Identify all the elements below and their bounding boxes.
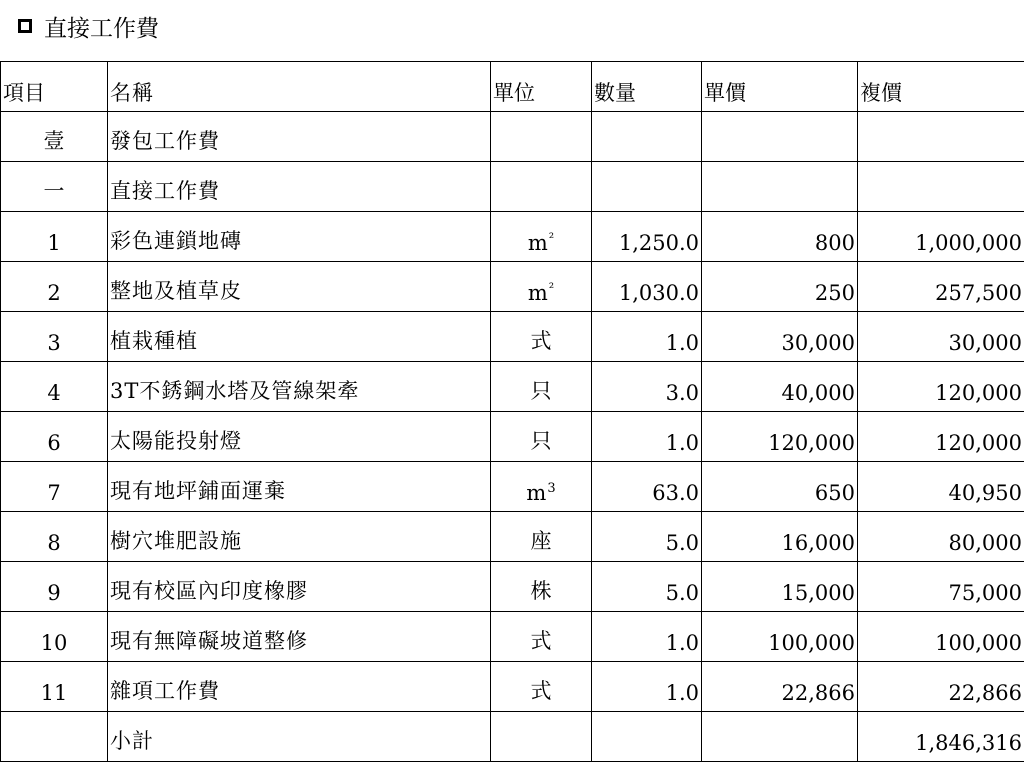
cell-quantity bbox=[592, 712, 702, 762]
cell-item: 7 bbox=[1, 462, 108, 512]
cell-total-price: 257,500 bbox=[858, 262, 1024, 312]
cell-quantity: 1,250.0 bbox=[592, 212, 702, 262]
table-row bbox=[1, 112, 1024, 162]
cell-item: 11 bbox=[1, 662, 108, 712]
cell-unit-price: 40,000 bbox=[702, 362, 858, 412]
cell-total-price: 1,846,316 bbox=[858, 712, 1024, 762]
checkbox-icon bbox=[18, 19, 32, 33]
cell-unit-price: 120,000 bbox=[702, 412, 858, 462]
cell-item: 壹 bbox=[1, 112, 108, 162]
cell-unit bbox=[491, 512, 592, 562]
cell-name: 整地及植草皮 bbox=[108, 262, 491, 312]
cell-quantity: 3.0 bbox=[592, 362, 702, 412]
cell-unit bbox=[491, 612, 592, 662]
column-header-unit: 單位 bbox=[491, 62, 592, 112]
cell-item: 3 bbox=[1, 312, 108, 362]
unit-exponent: ² bbox=[548, 281, 555, 296]
cell-unit-price: 100,000 bbox=[702, 612, 858, 662]
cell-item: 10 bbox=[1, 612, 108, 662]
cell-quantity: 1.0 bbox=[592, 312, 702, 362]
cell-name: 太陽能投射燈 bbox=[108, 412, 491, 462]
cell-total-price: 100,000 bbox=[858, 612, 1024, 662]
table-row bbox=[1, 412, 1024, 462]
cost-table bbox=[0, 61, 1024, 762]
unit-text: m bbox=[526, 481, 547, 505]
cell-item: 1 bbox=[1, 212, 108, 262]
unit-text: 式 bbox=[530, 329, 552, 353]
cell-unit bbox=[491, 312, 592, 362]
cell-unit-price: 15,000 bbox=[702, 562, 858, 612]
table-row bbox=[1, 512, 1024, 562]
cell-quantity bbox=[592, 112, 702, 162]
cell-total-price: 40,950 bbox=[858, 462, 1024, 512]
cell-unit-price: 650 bbox=[702, 462, 858, 512]
cell-unit-price: 22,866 bbox=[702, 662, 858, 712]
table-row bbox=[1, 262, 1024, 312]
page-heading bbox=[18, 8, 159, 44]
cell-quantity: 1.0 bbox=[592, 612, 702, 662]
cell-quantity bbox=[592, 162, 702, 212]
cell-name: 現有無障礙坡道整修 bbox=[108, 612, 491, 662]
cell-unit-price: 800 bbox=[702, 212, 858, 262]
unit-exponent: ² bbox=[548, 231, 555, 246]
cell-item: 4 bbox=[1, 362, 108, 412]
cell-quantity: 1.0 bbox=[592, 412, 702, 462]
cell-unit bbox=[491, 562, 592, 612]
cell-unit bbox=[491, 112, 592, 162]
cell-name: 雜項工作費 bbox=[108, 662, 491, 712]
cell-unit-price bbox=[702, 712, 858, 762]
unit-text: m bbox=[527, 281, 548, 305]
cell-unit bbox=[491, 162, 592, 212]
cell-unit bbox=[491, 712, 592, 762]
cell-total-price: 1,000,000 bbox=[858, 212, 1024, 262]
cell-name: 彩色連鎖地磚 bbox=[108, 212, 491, 262]
column-header-item: 項目 bbox=[1, 62, 108, 112]
cell-total-price bbox=[858, 112, 1024, 162]
table-row bbox=[1, 212, 1024, 262]
unit-text: 座 bbox=[530, 529, 552, 553]
cell-quantity: 1,030.0 bbox=[592, 262, 702, 312]
cell-total-price: 120,000 bbox=[858, 362, 1024, 412]
cell-unit bbox=[491, 662, 592, 712]
unit-exponent: 3 bbox=[547, 481, 556, 496]
cell-total-price: 80,000 bbox=[858, 512, 1024, 562]
cell-quantity: 5.0 bbox=[592, 562, 702, 612]
column-header-total-price: 複價 bbox=[858, 62, 1024, 112]
table-row bbox=[1, 562, 1024, 612]
table-row bbox=[1, 462, 1024, 512]
cell-name: 發包工作費 bbox=[108, 112, 491, 162]
cell-unit-price: 250 bbox=[702, 262, 858, 312]
table-row bbox=[1, 162, 1024, 212]
column-header-unit-price: 單價 bbox=[702, 62, 858, 112]
cell-quantity: 1.0 bbox=[592, 662, 702, 712]
cell-item bbox=[1, 712, 108, 762]
cell-quantity: 5.0 bbox=[592, 512, 702, 562]
unit-text: 株 bbox=[530, 579, 552, 603]
cell-name: 植栽種植 bbox=[108, 312, 491, 362]
unit-text: m bbox=[527, 231, 548, 255]
cell-name: 直接工作費 bbox=[108, 162, 491, 212]
cell-unit bbox=[491, 462, 592, 512]
table-row bbox=[1, 312, 1024, 362]
table-header-row bbox=[1, 62, 1024, 112]
cell-quantity: 63.0 bbox=[592, 462, 702, 512]
cell-unit bbox=[491, 412, 592, 462]
cell-item: 6 bbox=[1, 412, 108, 462]
cell-total-price: 30,000 bbox=[858, 312, 1024, 362]
table-row bbox=[1, 612, 1024, 662]
column-header-name: 名稱 bbox=[108, 62, 491, 112]
cell-item: 9 bbox=[1, 562, 108, 612]
cell-name: 3T不銹鋼水塔及管線架牽 bbox=[108, 362, 491, 412]
cell-unit bbox=[491, 262, 592, 312]
cell-item: 一 bbox=[1, 162, 108, 212]
cell-unit-price bbox=[702, 162, 858, 212]
cell-total-price: 120,000 bbox=[858, 412, 1024, 462]
cell-total-price: 22,866 bbox=[858, 662, 1024, 712]
cell-name: 樹穴堆肥設施 bbox=[108, 512, 491, 562]
cell-unit-price bbox=[702, 112, 858, 162]
unit-text: 式 bbox=[530, 629, 552, 653]
cell-unit bbox=[491, 212, 592, 262]
cell-item: 2 bbox=[1, 262, 108, 312]
cell-total-price: 75,000 bbox=[858, 562, 1024, 612]
cell-name: 小計 bbox=[108, 712, 491, 762]
table-row bbox=[1, 712, 1024, 762]
cell-name: 現有地坪鋪面運棄 bbox=[108, 462, 491, 512]
cell-unit-price: 16,000 bbox=[702, 512, 858, 562]
cell-unit-price: 30,000 bbox=[702, 312, 858, 362]
cell-item: 8 bbox=[1, 512, 108, 562]
unit-text: 只 bbox=[530, 429, 552, 453]
cell-unit bbox=[491, 362, 592, 412]
unit-text: 只 bbox=[530, 379, 552, 403]
table-row bbox=[1, 662, 1024, 712]
table-row bbox=[1, 362, 1024, 412]
page-title: 直接工作費 bbox=[44, 15, 159, 42]
cell-name: 現有校區內印度橡膠 bbox=[108, 562, 491, 612]
column-header-quantity: 數量 bbox=[592, 62, 702, 112]
cell-total-price bbox=[858, 162, 1024, 212]
unit-text: 式 bbox=[530, 679, 552, 703]
